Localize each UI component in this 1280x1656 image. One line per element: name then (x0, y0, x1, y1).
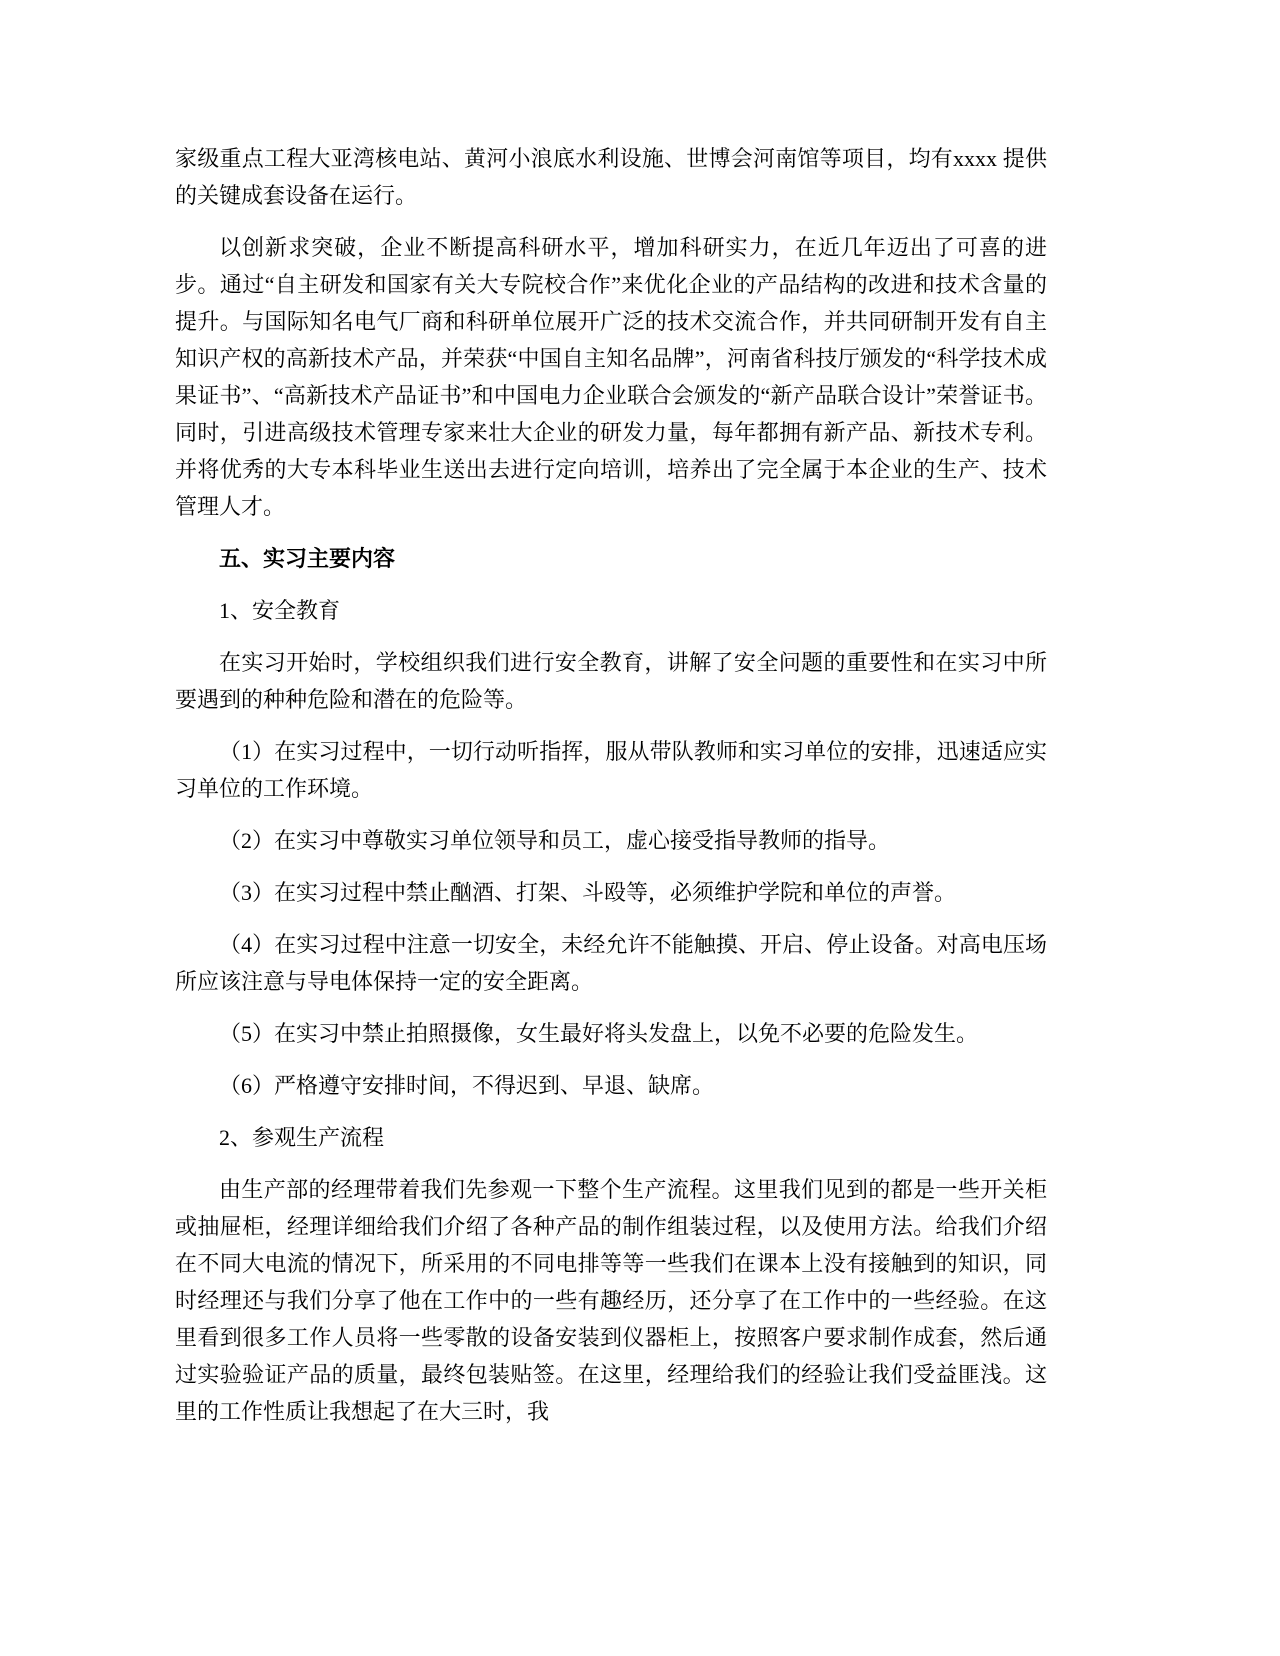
subsection-heading-production-tour: 2、参观生产流程 (219, 1125, 385, 1150)
list-item-3: （3）在实习过程中禁止酗酒、打架、斗殴等，必须维护学院和单位的声誉。 (219, 880, 957, 905)
paragraph: 以创新求突破，企业不断提高科研水平，增加科研实力，在近几年迈出了可喜的进步。通过“自主研发和国家有关大专院校合作”来优化企业的产品结构的改进和技术含量的提升。与国际知名电气厂商和科研单位展开广泛的技术交流合作，并共同研制开发有自主知识产权的高新技术产品，并荣获“中国自主知名品牌”，河南省科技厅颁发的“科学技术成果证书”、“高新技术产品证书”和中国电力企业联合会颁发的“新产品联合设计”荣誉证书。同时，引进高级技术管理专家来壮大企业的研发力量，每年都拥有新产品、新技术专利。并将优秀的大专本科毕业生送出去进行定向培训，培养出了完全属于本企业的生产、技术管理人才。 (175, 235, 1047, 519)
list-item-5: （5）在实习中禁止拍照摄像，女生最好将头发盘上，以免不必要的危险发生。 (219, 1021, 979, 1046)
paragraph-continuation: 家级重点工程大亚湾核电站、黄河小浪底水利设施、世博会河南馆等项目，均有xxxx 提供的关键成套设备在运行。 (175, 146, 1047, 208)
list-item-6: （6）严格遵守安排时间，不得迟到、早退、缺席。 (219, 1073, 715, 1098)
subsection-heading-safety: 1、安全教育 (219, 598, 341, 623)
section-heading: 五、实习主要内容 (219, 546, 396, 571)
paragraph: 由生产部的经理带着我们先参观一下整个生产流程。这里我们见到的都是一些开关柜或抽屉柜，经理详细给我们介绍了各种产品的制作组装过程，以及使用方法。给我们介绍在不同大电流的情况下，所采用的不同电排等等一些我们在课本上没有接触到的知识，同时经理还与我们分享了他在工作中的一些有趣经历，还分享了在工作中的一些经验。在这里看到很多工作人员将一些零散的设备安装到仪器柜上，按照客户要求制作成套，然后通过实验验证产品的质量，最终包装贴签。在这里，经理给我们的经验让我们受益匪浅。这里的工作性质让我想起了在大三时，我 (175, 1177, 1047, 1424)
list-item-4: （4）在实习过程中注意一切安全，未经允许不能触摸、开启、停止设备。对高电压场所应该注意与导电体保持一定的安全距离。 (175, 932, 1047, 994)
list-item-1: （1）在实习过程中，一切行动听指挥，服从带队教师和实习单位的安排，迅速适应实习单位的工作环境。 (175, 739, 1047, 801)
list-item-2: （2）在实习中尊敬实习单位领导和员工，虚心接受指导教师的指导。 (219, 828, 891, 853)
paragraph: 在实习开始时，学校组织我们进行安全教育，讲解了安全问题的重要性和在实习中所要遇到的种种危险和潜在的危险等。 (175, 650, 1047, 712)
